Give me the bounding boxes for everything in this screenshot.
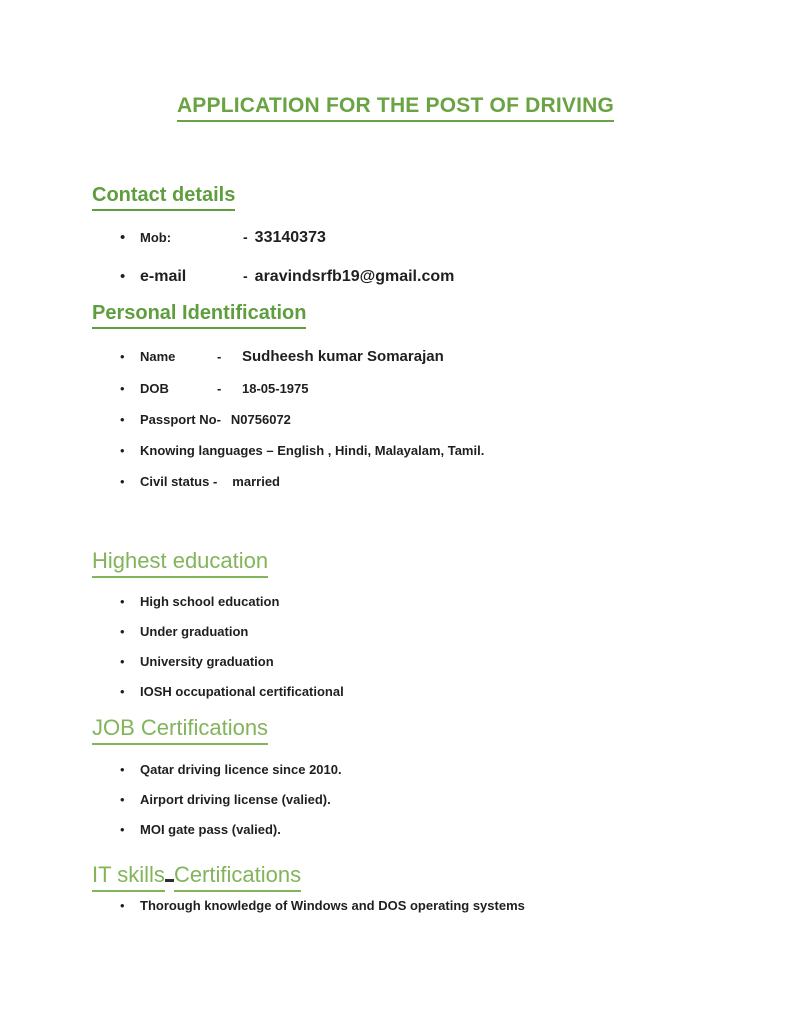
job-item (92, 791, 342, 808)
contact-heading-text: Contact details (92, 184, 235, 211)
job-item (92, 761, 342, 778)
contact-heading (92, 184, 235, 211)
bullet-marker: • (120, 594, 125, 609)
bullet-marker: • (120, 474, 125, 489)
education-item-text: University graduation (140, 654, 274, 669)
personal-label: Name (140, 349, 176, 364)
it-list (92, 897, 525, 927)
bullet-marker: • (120, 349, 125, 364)
bullet-marker: • (120, 898, 125, 913)
contact-label: e-mail (140, 268, 187, 285)
personal-value: 18-05-1975 (242, 381, 309, 396)
personal-item-languages (92, 442, 484, 460)
page-title (0, 94, 791, 122)
page-title-text: APPLICATION FOR THE POST OF DRIVING (177, 94, 614, 122)
personal-label: Civil status - (140, 474, 218, 489)
contact-list (92, 226, 454, 304)
personal-text: Knowing languages – English , Hindi, Malayalam, Tamil. (140, 443, 485, 458)
contact-item-email (92, 265, 454, 288)
job-item (92, 821, 342, 838)
personal-item-name (92, 347, 484, 367)
education-item (92, 593, 344, 610)
personal-value: N0756072 (230, 412, 291, 427)
bullet-marker: • (120, 822, 125, 837)
it-item (92, 897, 525, 914)
personal-heading-text: Personal Identification (92, 302, 306, 329)
heading-underscore (165, 852, 174, 882)
education-item-text: Under graduation (140, 624, 249, 639)
contact-item-mob (92, 226, 454, 249)
it-heading (92, 852, 301, 892)
contact-value: 33140373 (254, 229, 326, 246)
personal-label: Passport No- (140, 412, 221, 427)
personal-list (92, 347, 484, 504)
job-item-text: Qatar driving licence since 2010. (140, 762, 342, 777)
contact-dash: - (243, 229, 248, 245)
job-heading (92, 715, 268, 745)
education-item-text: IOSH occupational certificational (140, 684, 344, 699)
job-heading-text: JOB Certifications (92, 715, 268, 745)
it-heading-part1: IT skills (92, 862, 165, 892)
personal-item-passport (92, 411, 484, 429)
bullet-marker: • (120, 654, 125, 669)
bullet-marker: • (120, 381, 125, 396)
personal-dash: - (217, 381, 222, 396)
education-heading-text: Highest education (92, 548, 268, 578)
personal-item-civil-status (92, 473, 484, 491)
bullet-marker: • (120, 268, 126, 285)
personal-dash: - (217, 349, 222, 364)
bullet-marker: • (120, 229, 126, 246)
education-item-text: High school education (140, 594, 280, 609)
contact-value: aravindsrfb19@gmail.com (254, 268, 455, 285)
bullet-marker: • (120, 792, 125, 807)
bullet-marker: • (120, 684, 125, 699)
education-list (92, 593, 344, 713)
personal-value: Sudheesh kumar Somarajan (242, 348, 444, 365)
bullet-marker: • (120, 443, 125, 458)
job-list (92, 761, 342, 851)
job-item-text: MOI gate pass (valied). (140, 822, 281, 837)
contact-dash: - (243, 268, 248, 284)
personal-value: married (232, 474, 280, 489)
education-heading (92, 548, 268, 578)
contact-label: Mob: (140, 230, 172, 245)
bullet-marker: • (120, 412, 125, 427)
it-item-text: Thorough knowledge of Windows and DOS operating systems (140, 898, 525, 913)
bullet-marker: • (120, 762, 125, 777)
education-item (92, 623, 344, 640)
education-item (92, 683, 344, 700)
personal-item-dob (92, 380, 484, 398)
job-item-text: Airport driving license (valied). (140, 792, 331, 807)
it-heading-part2: Certifications (174, 862, 301, 892)
education-item (92, 653, 344, 670)
personal-label: DOB (140, 381, 169, 396)
personal-heading (92, 302, 306, 329)
bullet-marker: • (120, 624, 125, 639)
